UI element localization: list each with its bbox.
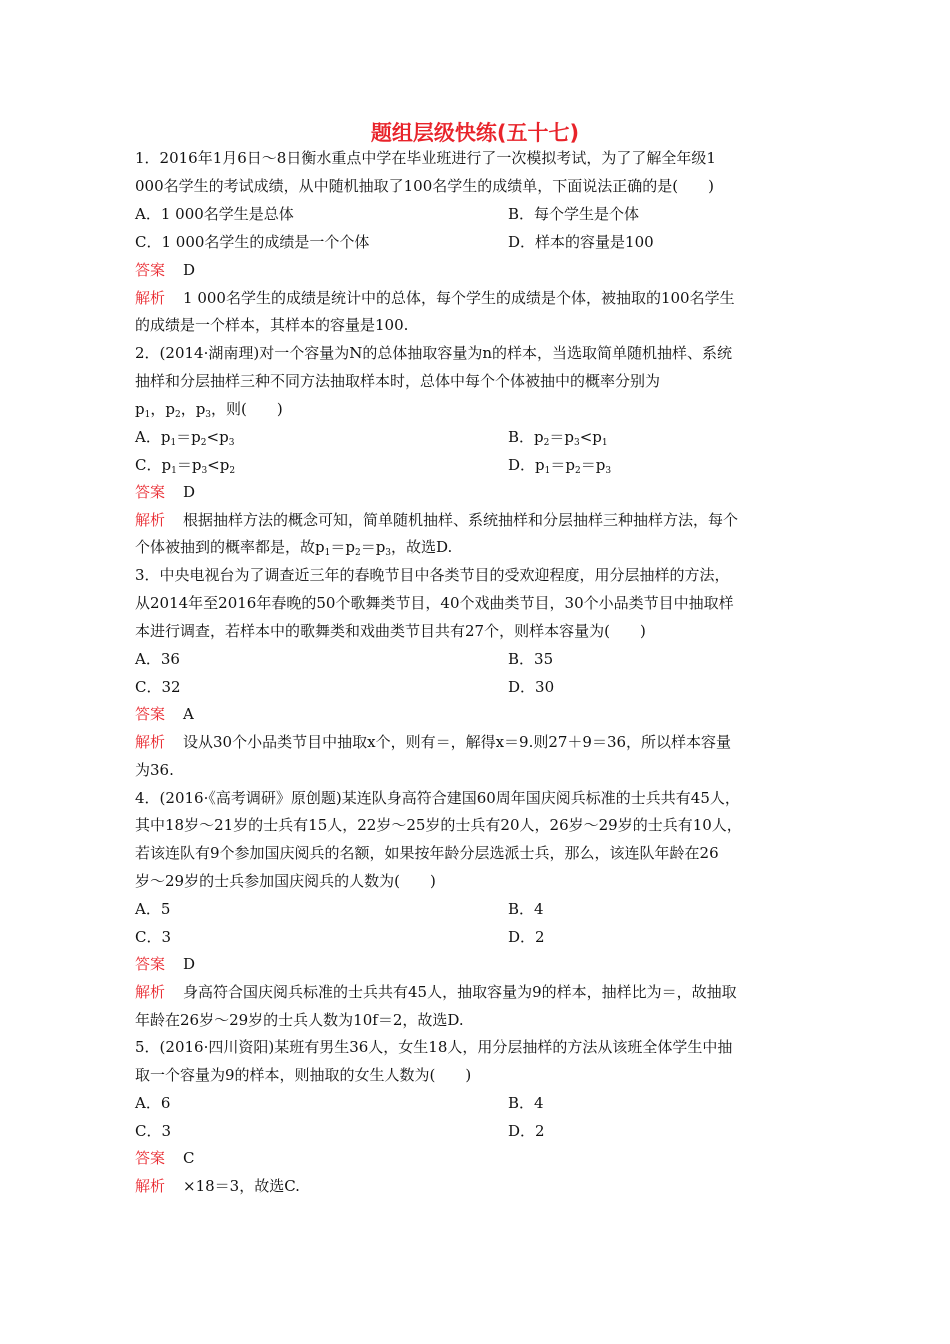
q2-stem-tail: ，则( ) — [211, 400, 283, 418]
q3-option-c: C．32 — [135, 678, 181, 696]
q3-option-b: B．35 — [508, 650, 554, 668]
q3-option-a: A．36 — [135, 650, 180, 668]
q4-stem-line-1: 4．(2016·《高考调研》原创题)某连队身高符合建国60周年国庆阅兵标准的士兵共有45人， — [135, 789, 740, 807]
q2-sub: 3 — [228, 438, 235, 448]
q5-stem-line-1: 5．(2016·四川资阳)某班有男生36人，女生18人，用分层抽样的方法从该班全体学生中抽 — [135, 1038, 733, 1056]
q2-sub: 3 — [201, 466, 208, 476]
q2-opt-text: <p — [206, 428, 229, 446]
q2-analysis-text: ＝p — [360, 538, 386, 556]
q1-analysis-line-2: 的成绩是一个样本，其样本的容量是100. — [135, 316, 409, 334]
q2-opt-text: ＝p — [176, 456, 202, 474]
q5-analysis-text-1: ×18＝3，故选C. — [183, 1177, 300, 1195]
q2-opt-text: ＝p — [580, 456, 606, 474]
q5-answer-value: C — [183, 1149, 195, 1167]
q3-stem-line-3: 本进行调查，若样本中的歌舞类和戏曲类节目共有27个，则样本容量为( ) — [135, 622, 646, 640]
q2-analysis-text: 个体被抽到的概率都是，故p — [135, 538, 325, 556]
q5-option-c: C．3 — [135, 1122, 172, 1140]
q2-opt-text: ＝p — [550, 456, 575, 474]
q3-analysis-text-1: 设从30个小品类节目中抽取x个，则有＝，解得x＝9.则27＋9＝36，所以样本容量 — [183, 733, 732, 751]
q2-sub: 1 — [544, 466, 551, 476]
q2-option-c — [135, 455, 235, 481]
q3-option-d: D．30 — [508, 678, 555, 696]
q5-answer — [135, 1148, 195, 1168]
q5-option-d: D．2 — [508, 1122, 545, 1140]
q1-option-d: D．样本的容量是100 — [508, 233, 654, 251]
q2-option-d — [508, 455, 611, 481]
q2-sub: 3 — [205, 410, 212, 420]
q1-analysis-line-1 — [135, 288, 735, 308]
q2-sub: 2 — [229, 466, 236, 476]
q2-opt-text: <p — [207, 456, 230, 474]
q2-sub: 3 — [573, 438, 580, 448]
q2-answer — [135, 482, 195, 502]
q2-sub: 1 — [144, 410, 151, 420]
q2-sub: 2 — [354, 548, 361, 558]
q3-analysis-line-2: 为36. — [135, 761, 174, 779]
q5-option-b: B．4 — [508, 1094, 544, 1112]
q2-opt-text: B．p — [508, 428, 544, 446]
q4-analysis-line-1 — [135, 982, 737, 1002]
q1-answer-value: D — [183, 261, 196, 279]
q2-stem-p: ，p — [180, 400, 206, 418]
q2-sub: 1 — [170, 438, 177, 448]
q4-answer-value: D — [183, 955, 196, 973]
q2-stem-line-1: 2．(2014·湖南理)对一个容量为N的总体抽取容量为n的样本，当选取简单随机抽样、系统 — [135, 344, 732, 362]
analysis-label: 解析 — [135, 511, 166, 529]
q2-sub: 3 — [605, 466, 612, 476]
q2-opt-text: A．p — [135, 428, 171, 446]
q2-sub: 2 — [574, 466, 581, 476]
q3-analysis-line-1 — [135, 732, 731, 752]
answer-label: 答案 — [135, 261, 166, 279]
q4-option-c: C．3 — [135, 928, 172, 946]
q4-stem-line-4: 岁～29岁的士兵参加国庆阅兵的人数为( ) — [135, 872, 436, 890]
q1-stem-line-2: 000名学生的考试成绩，从中随机抽取了100名学生的成绩单，下面说法正确的是( ) — [135, 177, 714, 195]
q4-option-a: A．5 — [135, 900, 171, 918]
q5-stem-line-2: 取一个容量为9的样本，则抽取的女生人数为( ) — [135, 1066, 472, 1084]
q1-stem-line-1: 1．2016年1月6日～8日衡水重点中学在毕业班进行了一次模拟考试，为了了解全年级1 — [135, 149, 716, 167]
q2-answer-value: D — [183, 483, 196, 501]
q2-sub: 2 — [174, 410, 181, 420]
q2-option-a — [135, 427, 234, 453]
q1-analysis-text-1: 1 000名学生的成绩是统计中的总体，每个学生的成绩是个体，被抽取的100名学生 — [183, 289, 735, 307]
q2-sub: 2 — [200, 438, 207, 448]
q2-analysis-text: ＝p — [330, 538, 355, 556]
q4-analysis-text-1: 身高符合国庆阅兵标准的士兵共有45人，抽取容量为9的样本，抽样比为＝，故抽取 — [183, 983, 737, 1001]
answer-label: 答案 — [135, 955, 166, 973]
q4-stem-line-3: 若该连队有9个参加国庆阅兵的名额，如果按年龄分层选派士兵，那么，该连队年龄在26 — [135, 844, 719, 862]
q2-sub: 3 — [385, 548, 392, 558]
q4-analysis-line-2: 年龄在26岁～29岁的士兵人数为10f＝2，故选D. — [135, 1011, 464, 1029]
q3-answer — [135, 704, 194, 724]
q2-stem-line-3 — [135, 399, 283, 425]
q1-option-a: A．1 000名学生是总体 — [135, 205, 294, 223]
q4-stem-line-2: 其中18岁～21岁的士兵有15人，22岁～25岁的士兵有20人，26岁～29岁的士兵有10人， — [135, 816, 742, 834]
q2-sub: 1 — [171, 466, 177, 476]
answer-label: 答案 — [135, 705, 166, 723]
q2-opt-text: <p — [579, 428, 602, 446]
q2-opt-text: C．p — [135, 456, 172, 474]
q2-opt-text: ＝p — [176, 428, 201, 446]
q4-answer — [135, 954, 195, 974]
answer-label: 答案 — [135, 1149, 166, 1167]
q2-stem-line-2: 抽样和分层抽样三种不同方法抽取样本时，总体中每个个体被抽中的概率分别为 — [135, 372, 661, 390]
q3-stem-line-2: 从2014年至2016年春晚的50个歌舞类节目，40个戏曲类节目，30个小品类节目中抽取样 — [135, 594, 734, 612]
q2-stem-p: ，p — [150, 400, 175, 418]
q2-analysis-text-1: 根据抽样方法的概念可知，简单随机抽样、系统抽样和分层抽样三种抽样方法，每个 — [183, 511, 739, 529]
analysis-label: 解析 — [135, 289, 166, 307]
analysis-label: 解析 — [135, 1177, 166, 1195]
q2-option-b — [508, 427, 608, 453]
analysis-label: 解析 — [135, 733, 166, 751]
q2-analysis-line-1 — [135, 510, 738, 530]
q4-option-d: D．2 — [508, 928, 545, 946]
q2-analysis-text: ，故选D. — [391, 538, 453, 556]
q2-opt-text: ＝p — [549, 428, 574, 446]
page-title: 题组层级快练(五十七) — [370, 121, 580, 145]
q1-option-b: B．每个学生是个体 — [508, 205, 640, 223]
q3-stem-line-1: 3．中央电视台为了调查近三年的春晚节目中各类节目的受欢迎程度，用分层抽样的方法， — [135, 566, 730, 584]
analysis-label: 解析 — [135, 983, 166, 1001]
q5-option-a: A．6 — [135, 1094, 171, 1112]
q4-option-b: B．4 — [508, 900, 544, 918]
q5-analysis-line-1 — [135, 1176, 300, 1196]
q2-opt-text: D．p — [508, 456, 545, 474]
q1-answer — [135, 260, 195, 280]
q1-option-c: C．1 000名学生的成绩是一个个体 — [135, 233, 370, 251]
q2-sub: 1 — [601, 438, 608, 448]
answer-label: 答案 — [135, 483, 166, 501]
q2-stem-p: p — [135, 400, 145, 418]
q3-answer-value: A — [183, 705, 194, 723]
q2-sub: 2 — [543, 438, 550, 448]
q2-sub: 1 — [324, 548, 331, 558]
q2-analysis-line-2 — [135, 537, 452, 563]
